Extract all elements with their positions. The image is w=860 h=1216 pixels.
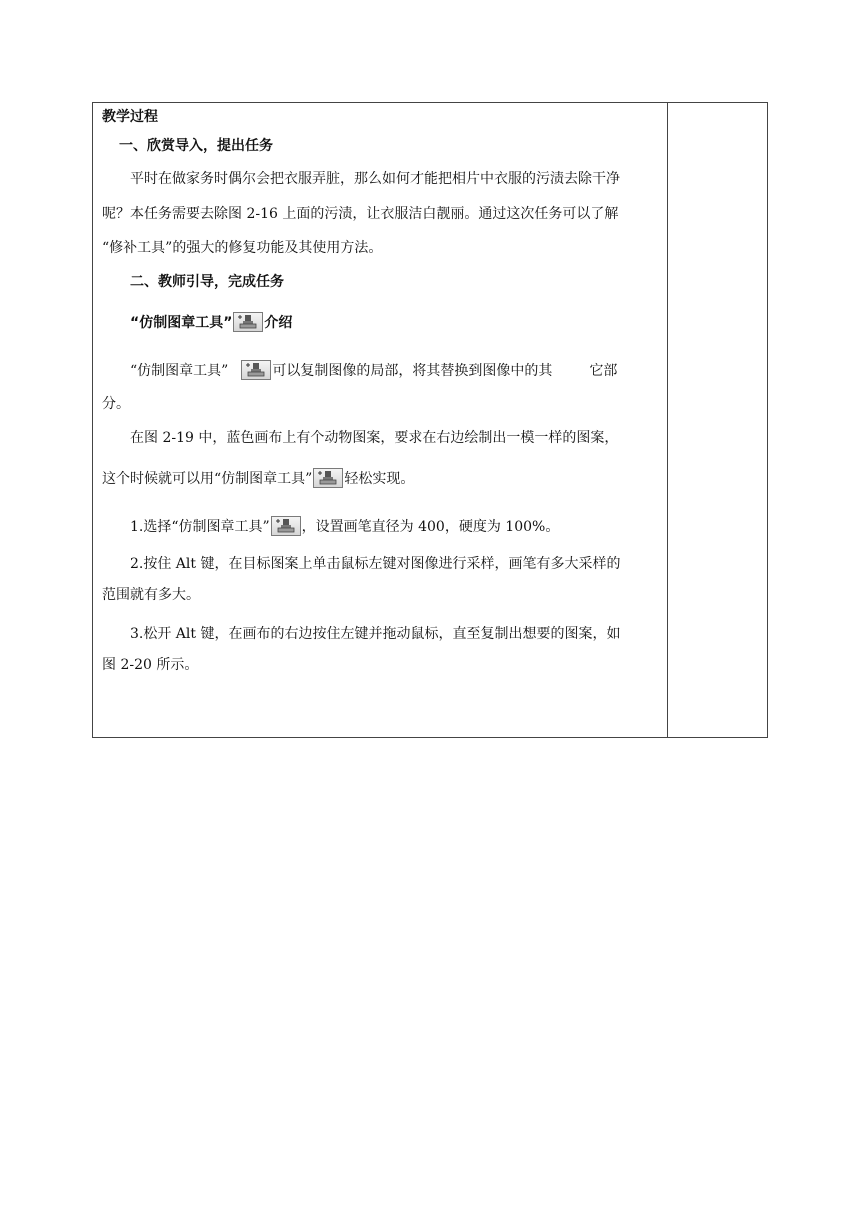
section-title: 教学过程 [102, 109, 158, 125]
part1-line-3: “修补工具”的强大的修复功能及其使用方法。 [102, 240, 383, 256]
part2-heading: 二、教师引导，完成任务 [130, 274, 284, 290]
intro-text-tail: 它部 [589, 363, 618, 379]
clone-stamp-icon [233, 312, 263, 332]
example-line-2 [102, 468, 414, 488]
notes-cell [668, 103, 767, 737]
clone-stamp-icon [271, 516, 301, 536]
clone-stamp-icon [313, 468, 343, 488]
step-2-line-1: 2.按住 Alt 键，在目标图案上单击鼠标左键对图像进行采样，画笔有多大采样的 [130, 556, 621, 572]
lesson-table [92, 102, 768, 738]
step-2-line-2: 范围就有多大。 [102, 587, 200, 603]
tool-title-text: “仿制图章工具” [130, 315, 233, 331]
step-3-line-2: 图 2-20 所示。 [102, 657, 199, 673]
example-text-before: 这个时候就可以用“仿制图章工具” [102, 471, 313, 487]
step-1 [130, 516, 559, 536]
intro-text-after: 可以复制图像的局部，将其替换到图像中的其 [272, 363, 553, 379]
part1-line-2: 呢？本任务需要去除图 2-16 上面的污渍，让衣服洁白靓丽。通过这次任务可以了解 [102, 206, 619, 222]
intro-text-before: “仿制图章工具” [130, 363, 229, 379]
example-text-after: 轻松实现。 [344, 471, 415, 487]
tool-title [130, 312, 292, 332]
clone-stamp-icon [241, 360, 271, 380]
tool-title-suffix: 介绍 [264, 315, 293, 331]
step1-text-before: 1.选择“仿制图章工具” [130, 519, 270, 535]
intro-line-1 [130, 360, 617, 380]
intro-line-2: 分。 [102, 396, 130, 412]
part1-line-1: 平时在做家务时偶尔会把衣服弄脏，那么如何才能把相片中衣服的污渍去除干净 [130, 171, 620, 187]
part1-heading: 一、欣赏导入，提出任务 [119, 138, 273, 154]
step1-text-after: ，设置画笔直径为 400，硬度为 100%。 [301, 519, 560, 535]
step-3-line-1: 3.松开 Alt 键，在画布的右边按住左键并拖动鼠标，直至复制出想要的图案，如 [130, 626, 621, 642]
example-line-1: 在图 2-19 中，蓝色画布上有个动物图案，要求在右边绘制出一模一样的图案， [130, 430, 619, 446]
